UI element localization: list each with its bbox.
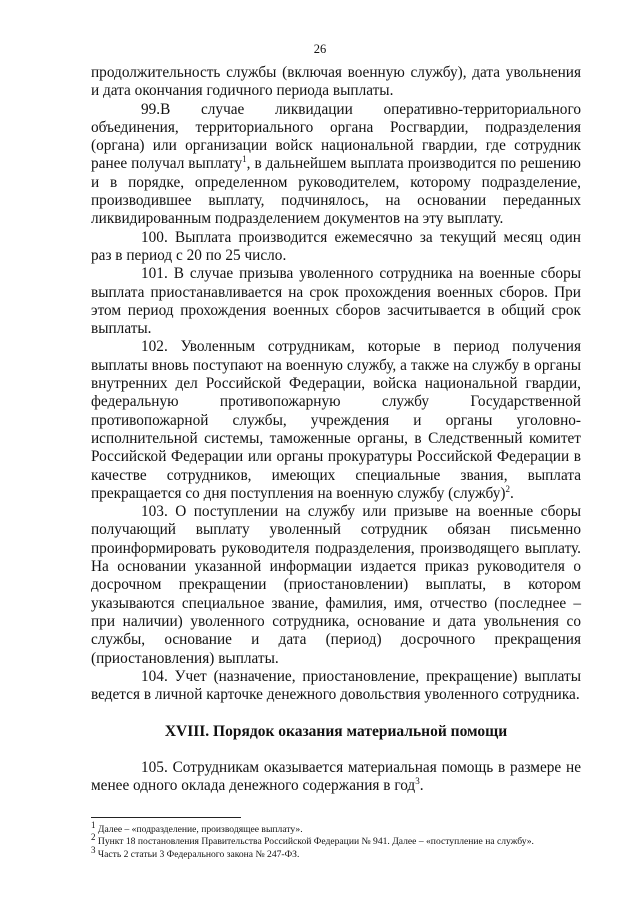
paragraph-102: 102. Уволенным сотрудникам, которые в период получения выплаты вновь поступают на военную службу, а также на службу в органы внутренних дел Российской Федерации, войска национальной гвардии, федеральную противопожарную службу Государственной противопожарной службы, учреждения и органы уголовно-исполнительной системы, таможенные органы, в Следственный комитет Российской Федерации или органы прокуратуры Российской Федерации в качестве сотрудников, имеющих специальные звания, выплата прекращается со дня поступления на военную службу (службу)$^2$. bbox=[91, 338, 581, 502]
page-number: 26 bbox=[313, 42, 327, 56]
footnote-2: $^2$ Пункт 18 постановления Правительства Российской Федерации № 941. Далее – «поступление на службу». bbox=[91, 832, 534, 848]
footnote-ref-1: 1 bbox=[242, 154, 247, 165]
section-heading: XVIII. Порядок оказания материальной помощи bbox=[164, 723, 508, 741]
footnote-ref-2: 2 bbox=[505, 483, 510, 494]
paragraph-100: 100. Выплата производится ежемесячно за текущий месяц один раз в период с 20 по 25 число. bbox=[91, 228, 581, 264]
paragraph-continuation: продолжительность службы (включая военную службу), дата увольнения и дата окончания годичного периода выплаты. bbox=[91, 64, 581, 100]
footnote-1: $^1$ Далее – «подразделение, производящее выплату». bbox=[91, 819, 303, 835]
paragraph-101: 101. В случае призыва уволенного сотрудника на военные сборы выплата приостанавливается на срок прохождения военных сборов. При этом период прохождения военных сборов засчитывается в общий срок выплаты. bbox=[91, 265, 581, 338]
footnote-ref-3: 3 bbox=[415, 775, 420, 786]
footnotes bbox=[91, 819, 581, 861]
footnote-divider bbox=[91, 817, 241, 818]
footnote-3: $^3$ Часть 2 статьи 3 Федерального закона № 247-ФЗ. bbox=[91, 844, 300, 860]
paragraph-99: 99.В случае ликвидации оперативно-территориального объединения, территориального органа Росгвардии, подразделения (органа) или организации войск национальной гвардии, где сотрудник ранее получал выплату$^1$, в дальнейшем выплата производится по решению и в порядке, определенном руководителем, которому подразделение, производившее выплату, подчинялось, на основании переданных ликвидированным подразделением документов на эту выплату. bbox=[91, 100, 581, 228]
paragraph-104: 104. Учет (назначение, приостановление, прекращение) выплаты ведется в личной карточке денежного довольствия уволенного сотрудника. bbox=[91, 667, 581, 704]
paragraph-103: 103. О поступлении на службу или призыве на военные сборы получающий выплату уволенный сотрудник обязан письменно проинформировать руководителя подразделения, производящего выплату. На основании указанной информации издается приказ руководителя о досрочном прекращении (приостановлении) выплаты, в котором указываются специальное звание, фамилия, имя, отчество (последнее – при наличии) уволенного сотрудника, основание и дата увольнения со службы, основание и дата (период) досрочного прекращения (приостановления) выплаты. bbox=[91, 503, 581, 667]
paragraph-105: 105. Сотрудникам оказывается материальная помощь в размере не менее одного оклада денежного содержания в год$^3$. bbox=[91, 758, 581, 794]
document-body bbox=[91, 64, 581, 795]
